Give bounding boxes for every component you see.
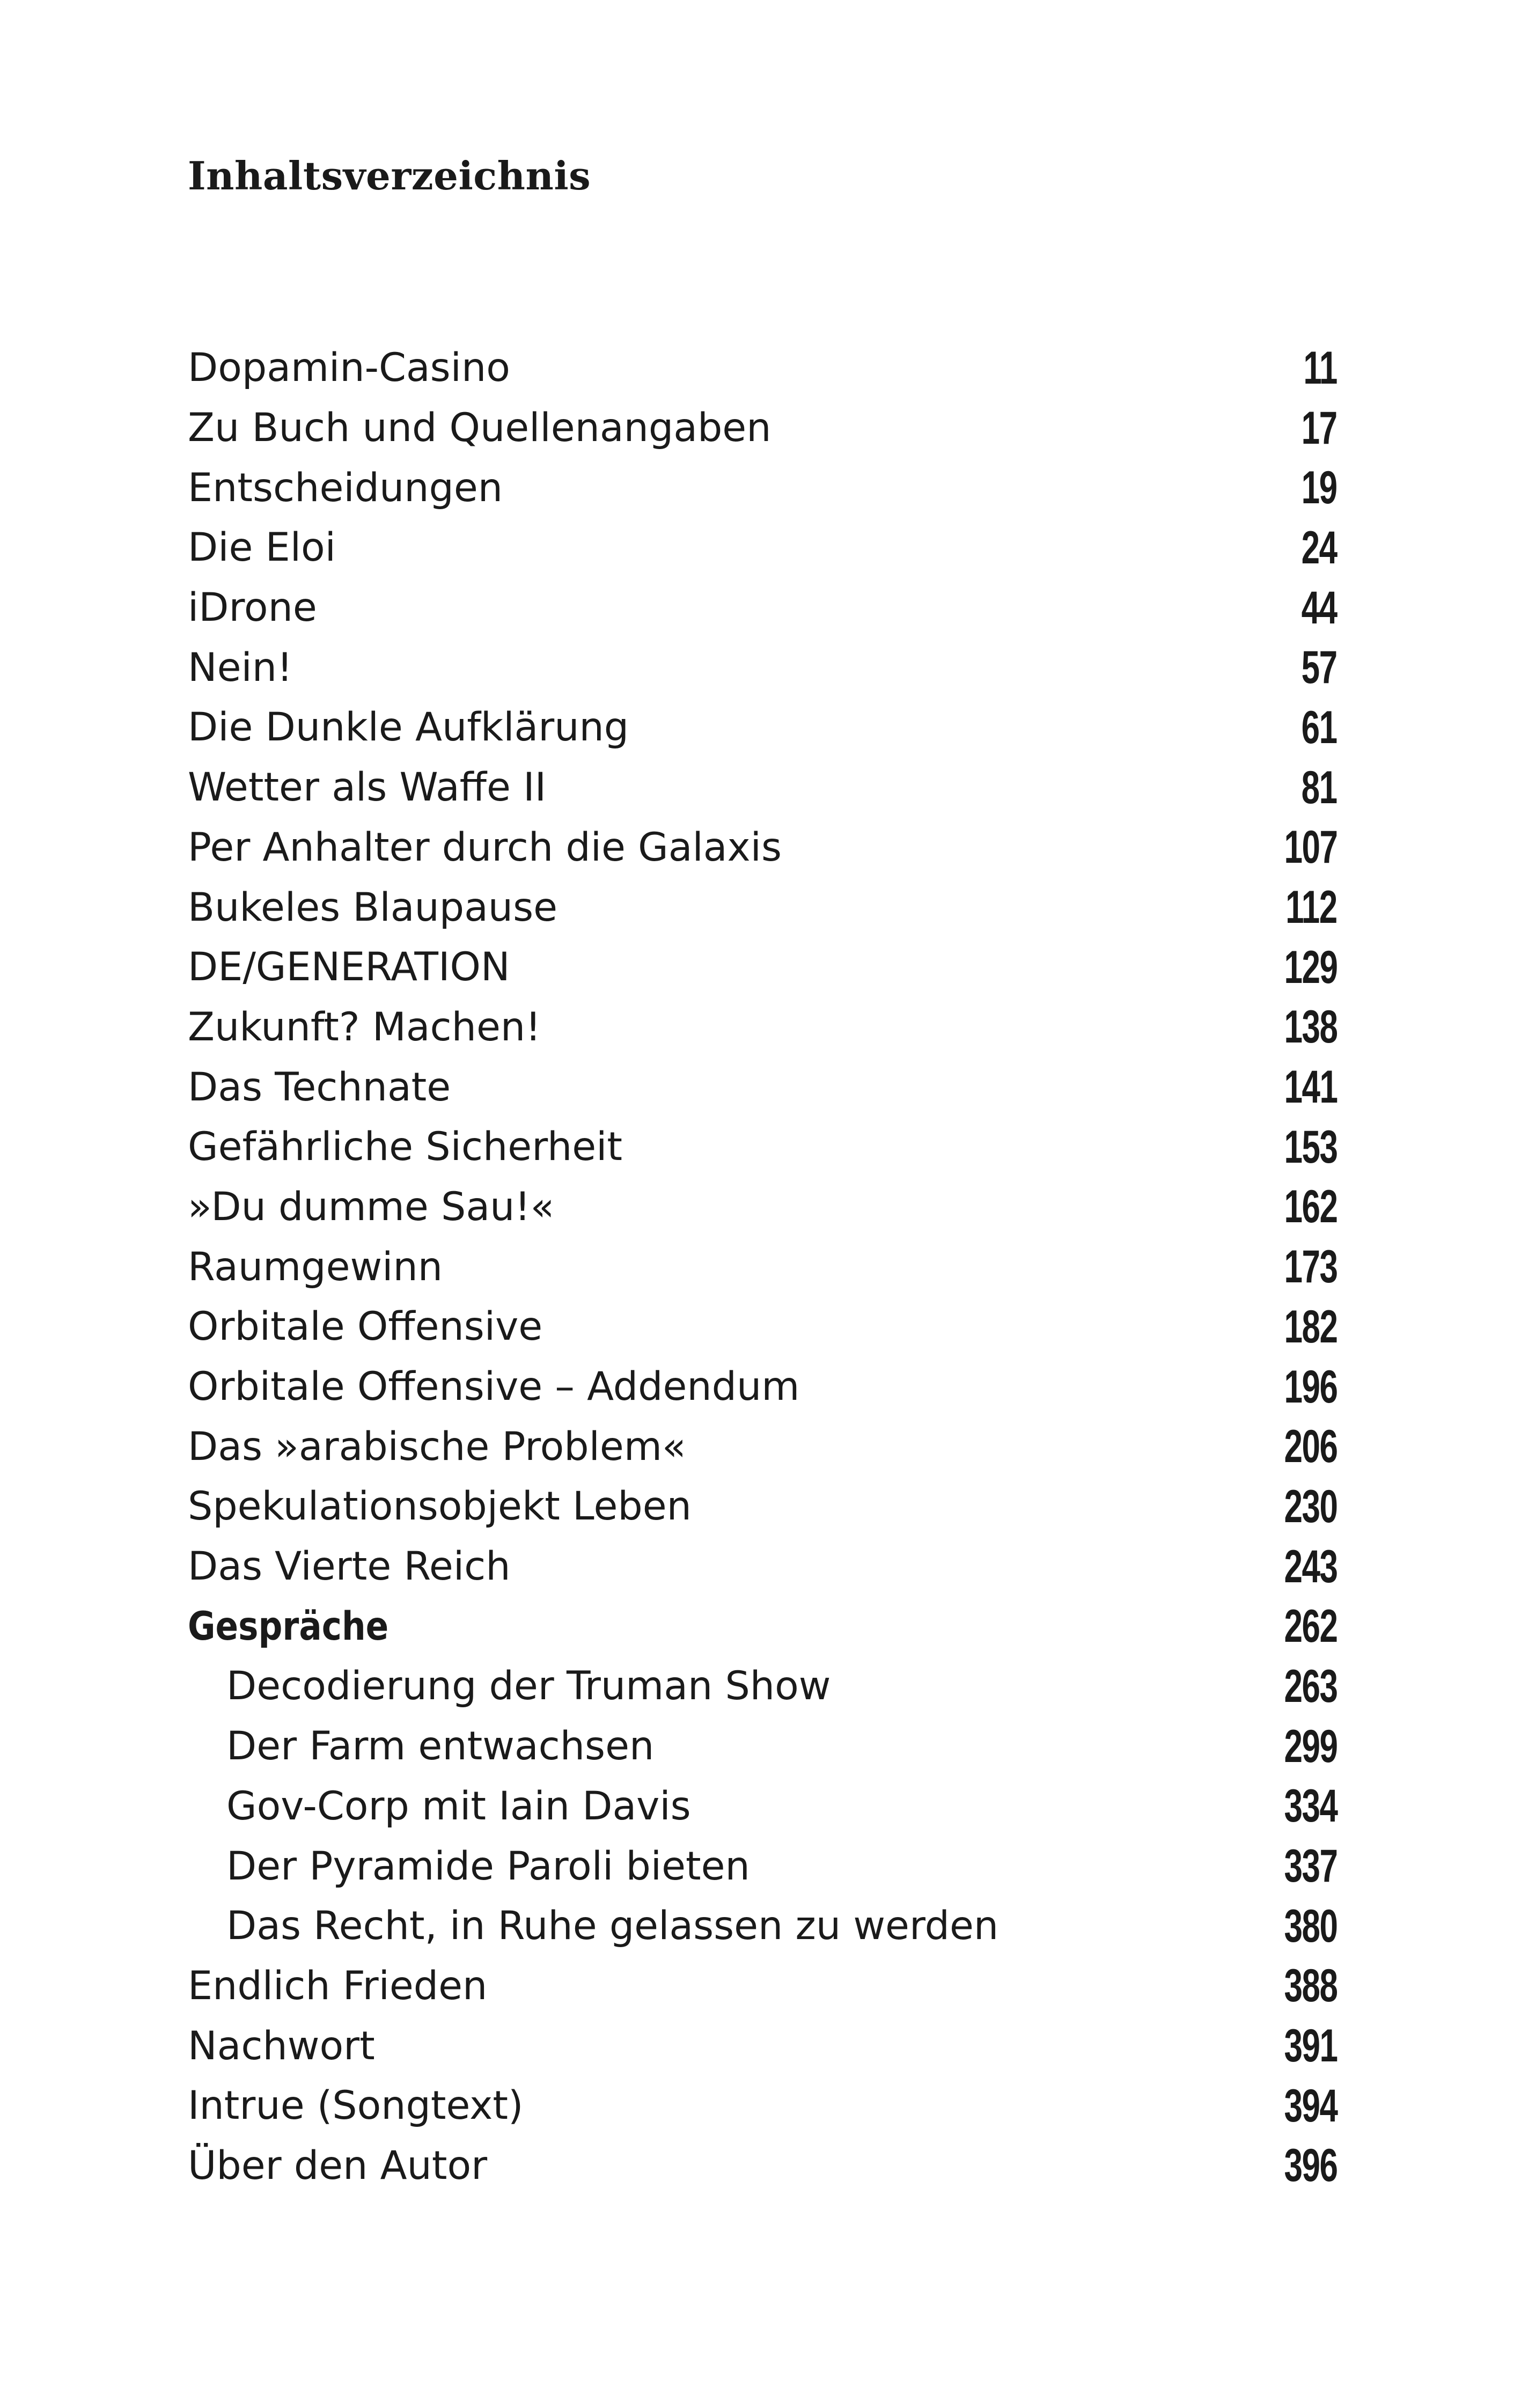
toc-entry-title: DE/GENERATION [188, 944, 510, 990]
toc-entry [188, 2016, 1337, 2076]
toc-entry-title: Orbitale Offensive [188, 1304, 543, 1350]
toc-entry-title: Nachwort [188, 2023, 375, 2069]
toc-entry [188, 937, 1337, 997]
toc-entry-title: Orbitale Offensive – Addendum [188, 1364, 800, 1410]
toc-page-number: 19 [1301, 462, 1337, 514]
toc-entry-title: Per Anhalter durch die Galaxis [188, 824, 782, 870]
toc-subentry [188, 1896, 1337, 1956]
toc-page-number: 81 [1301, 761, 1337, 813]
toc-entry [188, 1237, 1337, 1297]
toc-entry [188, 1177, 1337, 1237]
toc-page-number: 391 [1284, 2020, 1337, 2072]
toc-entry-title: Entscheidungen [188, 465, 503, 511]
toc-entry-title: Der Pyramide Paroli bieten [226, 1843, 750, 1889]
toc-entry-title: Raumgewinn [188, 1244, 443, 1290]
toc-entry-title: Decodierung der Truman Show [226, 1663, 831, 1709]
toc-entry [188, 698, 1337, 758]
toc-page-number: 162 [1284, 1181, 1337, 1233]
toc-page-number: 380 [1284, 1900, 1337, 1952]
toc-page-number: 138 [1284, 1001, 1337, 1053]
toc-subentry [188, 1656, 1337, 1716]
toc-page-number: 57 [1301, 642, 1337, 694]
toc-page-number: 230 [1284, 1480, 1337, 1532]
toc-entry-title: Endlich Frieden [188, 1963, 488, 2009]
toc-page-number: 299 [1284, 1720, 1337, 1772]
toc-subentry [188, 1836, 1337, 1896]
toc-entry-title: Spekulationsobjekt Leben [188, 1484, 692, 1530]
toc-page-number: 396 [1284, 2140, 1337, 2192]
table-of-contents [188, 338, 1337, 2196]
toc-entry-title: Dopamin-Casino [188, 345, 510, 391]
toc-subentry [188, 1716, 1337, 1776]
toc-page-number: 262 [1284, 1601, 1337, 1653]
toc-entry-title: Intrue (Songtext) [188, 2083, 524, 2129]
toc-entry [188, 398, 1337, 458]
toc-entry-title: iDrone [188, 585, 317, 631]
toc-entry [188, 2136, 1337, 2196]
toc-entry-title: Das Recht, in Ruhe gelassen zu werden [226, 1903, 999, 1949]
toc-page-number: 196 [1284, 1361, 1337, 1413]
toc-entry-title: Das »arabische Problem« [188, 1423, 686, 1470]
toc-entry-title: Gespräche [188, 1603, 389, 1649]
toc-entry [188, 1117, 1337, 1177]
toc-entry [188, 338, 1337, 398]
toc-entry [188, 997, 1337, 1058]
toc-entry [188, 758, 1337, 818]
toc-entry [188, 2076, 1337, 2136]
toc-page-number: 263 [1284, 1660, 1337, 1712]
toc-entry [188, 518, 1337, 578]
toc-page-number: 243 [1284, 1540, 1337, 1592]
toc-page-number: 107 [1284, 821, 1337, 873]
toc-entry-title: Bukeles Blaupause [188, 884, 558, 930]
toc-entry [188, 818, 1337, 878]
page-title: Inhaltsverzeichnis [188, 153, 591, 199]
toc-entry-title: Zu Buch und Quellenangaben [188, 405, 771, 451]
toc-entry [188, 1477, 1337, 1537]
toc-entry-title: Gov-Corp mit Iain Davis [226, 1783, 691, 1829]
toc-subentry [188, 1776, 1337, 1837]
toc-entry [188, 1537, 1337, 1597]
toc-entry [188, 1357, 1337, 1417]
toc-entry [188, 637, 1337, 698]
toc-entry-title: Gefährliche Sicherheit [188, 1124, 623, 1170]
toc-entry [188, 877, 1337, 937]
toc-entry [188, 578, 1337, 638]
toc-page-number: 17 [1301, 402, 1337, 454]
toc-entry-title: Wetter als Waffe II [188, 765, 547, 811]
toc-entry-title: Das Technate [188, 1064, 451, 1110]
toc-entry-title: Die Dunkle Aufklärung [188, 704, 629, 751]
toc-page-number: 24 [1301, 522, 1337, 574]
toc-page-number: 182 [1284, 1301, 1337, 1353]
toc-entry-title: Der Farm entwachsen [226, 1723, 655, 1770]
toc-entry [188, 1956, 1337, 2016]
toc-page-number: 334 [1284, 1780, 1337, 1832]
toc-page-number: 394 [1284, 2080, 1337, 2132]
toc-entry [188, 1057, 1337, 1117]
toc-page-number: 11 [1303, 342, 1337, 394]
toc-page-number: 44 [1301, 582, 1337, 634]
toc-page-number: 141 [1284, 1061, 1337, 1113]
toc-section-entry [188, 1596, 1337, 1656]
toc-entry [188, 1416, 1337, 1477]
toc-entry-title: Das Vierte Reich [188, 1544, 511, 1590]
toc-entry-title: Zukunft? Machen! [188, 1004, 541, 1050]
toc-page-number: 112 [1285, 882, 1337, 934]
toc-page-number: 337 [1284, 1840, 1337, 1892]
toc-entry-title: Über den Autor [188, 2142, 488, 2189]
toc-entry-title: Nein! [188, 644, 293, 691]
toc-page-number: 388 [1284, 1960, 1337, 2012]
toc-page-number: 153 [1284, 1121, 1337, 1173]
toc-entry-title: »Du dumme Sau!« [188, 1184, 555, 1230]
toc-entry [188, 1297, 1337, 1357]
toc-page-number: 173 [1284, 1241, 1337, 1293]
toc-page-number: 61 [1301, 701, 1337, 753]
toc-page-number: 206 [1284, 1421, 1337, 1473]
toc-page-number: 129 [1284, 941, 1337, 993]
toc-entry [188, 458, 1337, 518]
toc-entry-title: Die Eloi [188, 525, 336, 571]
